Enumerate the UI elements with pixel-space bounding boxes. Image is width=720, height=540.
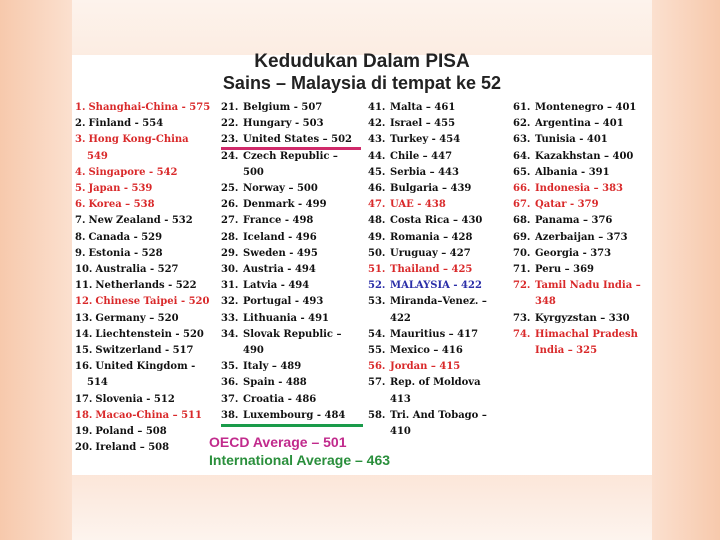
rank-number: 5. xyxy=(75,183,86,195)
country-score: Belgium - 507 xyxy=(243,102,323,113)
rank-number: 67. xyxy=(513,199,531,211)
ranking-row xyxy=(368,327,508,343)
ranking-row xyxy=(75,278,217,294)
rank-number: 1. xyxy=(75,102,86,113)
ranking-row xyxy=(368,246,508,262)
country-score: Finland - 554 xyxy=(88,118,164,130)
country-score: Georgia - 373 xyxy=(535,247,612,259)
ranking-row xyxy=(221,262,361,278)
country-score: Jordan – 415 xyxy=(390,361,461,373)
ranking-row xyxy=(221,278,361,294)
rank-number: 17. xyxy=(75,393,93,405)
country-score-continuation: 422 xyxy=(390,312,411,324)
rank-number: 30. xyxy=(221,264,239,276)
ranking-row xyxy=(221,375,361,391)
country-score: Spain - 488 xyxy=(243,377,307,389)
rank-number: 71. xyxy=(513,264,531,276)
country-score: Kazakhstan – 400 xyxy=(535,150,634,162)
country-score: Turkey - 454 xyxy=(390,134,461,146)
ranking-row xyxy=(368,132,508,148)
rank-number: 43. xyxy=(368,134,386,146)
country-score: Ireland – 508 xyxy=(95,442,170,454)
rank-number: 13. xyxy=(75,312,93,324)
rank-number: 29. xyxy=(221,247,239,259)
rank-number: 14. xyxy=(75,328,93,340)
ranking-row xyxy=(75,311,217,327)
country-score: MALAYSIA - 422 xyxy=(390,280,482,292)
ranking-row xyxy=(75,246,217,262)
country-score: Romania – 428 xyxy=(390,231,473,243)
country-score: Lithuania - 491 xyxy=(243,312,330,324)
ranking-row xyxy=(221,408,361,424)
ranking-row xyxy=(368,294,508,310)
country-score: Shanghai-China - 575 xyxy=(88,102,211,113)
country-score: Himachal Pradesh xyxy=(535,328,638,340)
rank-number: 33. xyxy=(221,312,239,324)
country-score: Denmark - 499 xyxy=(243,199,327,211)
country-score: Australia - 527 xyxy=(95,264,179,276)
rank-number: 54. xyxy=(368,328,386,340)
country-score: Germany – 520 xyxy=(95,312,179,324)
ranking-row xyxy=(75,408,217,424)
ranking-row xyxy=(513,327,648,343)
ranking-row xyxy=(513,262,648,278)
rank-number: 38. xyxy=(221,409,239,421)
ranking-row xyxy=(368,408,508,424)
rank-number: 24. xyxy=(221,150,239,162)
rank-number: 56. xyxy=(368,361,386,373)
ranking-row xyxy=(513,181,648,197)
rank-number: 28. xyxy=(221,231,239,243)
rank-number: 20. xyxy=(75,442,93,454)
country-score: Mauritius – 417 xyxy=(390,328,479,340)
ranking-row xyxy=(75,213,217,229)
country-score: Indonesia – 383 xyxy=(535,183,623,195)
ranking-row xyxy=(75,165,217,181)
country-score: Slovak Republic – xyxy=(243,328,342,340)
ranking-column-4 xyxy=(513,100,648,359)
country-score: Uruguay – 427 xyxy=(390,247,471,259)
ranking-row xyxy=(513,100,648,116)
country-score: Chinese Taipei - 520 xyxy=(95,296,210,308)
rank-number: 73. xyxy=(513,312,531,324)
rank-number: 47. xyxy=(368,199,386,211)
us-highlight-underline xyxy=(221,147,361,150)
rank-number: 22. xyxy=(221,118,239,130)
country-score: Tamil Nadu India – xyxy=(535,280,641,292)
ranking-row xyxy=(221,197,361,213)
rank-number: 62. xyxy=(513,118,531,130)
ranking-row xyxy=(221,149,361,165)
ranking-row xyxy=(221,246,361,262)
ranking-row xyxy=(513,197,648,213)
country-score: Slovenia - 512 xyxy=(95,393,175,405)
slide-subtitle: Sains – Malaysia di tempat ke 52 xyxy=(222,73,502,93)
country-score-continuation: 490 xyxy=(243,345,264,357)
rank-number: 19. xyxy=(75,426,93,438)
rank-number: 15. xyxy=(75,345,93,357)
rank-number: 61. xyxy=(513,102,531,113)
ranking-row xyxy=(513,278,648,294)
country-score: Israel – 455 xyxy=(390,118,456,130)
country-score-continuation: India – 325 xyxy=(535,345,598,357)
country-score: Chile – 447 xyxy=(390,150,453,162)
country-score: Tunisia - 401 xyxy=(535,134,608,146)
ranking-column-3 xyxy=(368,100,508,440)
rank-number: 11. xyxy=(75,280,93,292)
background-right-band xyxy=(652,0,720,540)
rank-number: 3. xyxy=(75,134,86,146)
international-average-label: International Average – 463 xyxy=(209,452,391,468)
country-score: Bulgaria – 439 xyxy=(390,183,472,195)
rank-number: 4. xyxy=(75,166,86,178)
rank-number: 27. xyxy=(221,215,239,227)
ranking-row xyxy=(368,375,508,391)
ranking-row xyxy=(368,262,508,278)
country-score: Mexico – 416 xyxy=(390,345,463,357)
rank-number: 31. xyxy=(221,280,239,292)
country-score: Croatia - 486 xyxy=(243,393,317,405)
country-score-continuation: 514 xyxy=(87,377,108,389)
ranking-row xyxy=(221,213,361,229)
country-score-continuation: 348 xyxy=(535,296,556,308)
ranking-row xyxy=(368,359,508,375)
ranking-row xyxy=(513,230,648,246)
rank-number: 68. xyxy=(513,215,531,227)
ranking-row xyxy=(368,343,508,359)
ranking-row xyxy=(221,311,361,327)
rank-number: 32. xyxy=(221,296,239,308)
country-score: Estonia - 528 xyxy=(88,247,163,259)
rank-number: 18. xyxy=(75,409,93,421)
ranking-row xyxy=(368,181,508,197)
ranking-row xyxy=(75,230,217,246)
slide-panel xyxy=(72,51,652,475)
ranking-row xyxy=(513,311,648,327)
ranking-row xyxy=(368,213,508,229)
ranking-row xyxy=(75,181,217,197)
country-score: Argentina – 401 xyxy=(535,118,624,130)
ranking-row xyxy=(75,424,217,440)
ranking-row xyxy=(221,181,361,197)
country-score: Liechtenstein - 520 xyxy=(95,328,204,340)
ranking-row xyxy=(221,359,361,375)
country-score: Panama – 376 xyxy=(535,215,613,227)
rank-number: 51. xyxy=(368,264,386,276)
ranking-row xyxy=(368,197,508,213)
country-score: Macao-China – 511 xyxy=(95,409,202,421)
country-score: France - 498 xyxy=(243,215,314,227)
rank-number: 12. xyxy=(75,296,93,308)
country-score: Kyrgyzstan – 330 xyxy=(535,312,630,324)
country-score: Portugal - 493 xyxy=(243,296,324,308)
rank-number: 45. xyxy=(368,166,386,178)
ranking-row xyxy=(75,294,217,310)
rank-number: 65. xyxy=(513,166,531,178)
rank-number: 16. xyxy=(75,361,93,373)
country-score: Singapore - 542 xyxy=(88,166,178,178)
rank-number: 7. xyxy=(75,215,86,227)
ranking-row xyxy=(221,294,361,310)
ranking-row xyxy=(513,213,648,229)
rank-number: 44. xyxy=(368,150,386,162)
country-score: Costa Rica – 430 xyxy=(390,215,483,227)
rank-number: 8. xyxy=(75,231,86,243)
rank-number: 72. xyxy=(513,280,531,292)
country-score-continuation: 549 xyxy=(87,150,108,162)
country-score: UAE - 438 xyxy=(390,199,446,211)
country-score: Miranda–Venez. – xyxy=(390,296,487,308)
rank-number: 42. xyxy=(368,118,386,130)
ranking-row xyxy=(75,392,217,408)
country-score: United States – 502 xyxy=(243,134,353,146)
rank-number: 34. xyxy=(221,328,239,340)
ranking-row xyxy=(368,165,508,181)
rank-number: 46. xyxy=(368,183,386,195)
rank-number: 50. xyxy=(368,247,386,259)
country-score: Montenegro – 401 xyxy=(535,102,637,113)
rank-number: 23. xyxy=(221,134,239,146)
country-score: Peru – 369 xyxy=(535,264,594,276)
ranking-row xyxy=(221,392,361,408)
ranking-row xyxy=(368,116,508,132)
country-score: Italy – 489 xyxy=(243,361,302,373)
rank-number: 35. xyxy=(221,361,239,373)
average-separator-line xyxy=(221,424,363,427)
country-score: Korea – 538 xyxy=(88,199,155,211)
country-score: New Zealand - 532 xyxy=(88,215,193,227)
rank-number: 63. xyxy=(513,134,531,146)
ranking-row xyxy=(75,327,217,343)
ranking-row xyxy=(75,197,217,213)
country-score: Austria - 494 xyxy=(243,264,316,276)
rank-number: 26. xyxy=(221,199,239,211)
ranking-row xyxy=(513,116,648,132)
country-score: Netherlands - 522 xyxy=(95,280,197,292)
rank-number: 48. xyxy=(368,215,386,227)
country-score: Japan - 539 xyxy=(88,183,153,195)
rank-number: 21. xyxy=(221,102,239,113)
rank-number: 66. xyxy=(513,183,531,195)
ranking-row xyxy=(368,149,508,165)
rank-number: 53. xyxy=(368,296,386,308)
rank-number: 64. xyxy=(513,150,531,162)
country-score: Latvia - 494 xyxy=(243,280,310,292)
ranking-row xyxy=(75,343,217,359)
rank-number: 6. xyxy=(75,199,86,211)
rank-number: 37. xyxy=(221,393,239,405)
country-score: Norway – 500 xyxy=(243,183,318,195)
ranking-row xyxy=(75,116,217,132)
rank-number: 57. xyxy=(368,377,386,389)
rank-number: 9. xyxy=(75,247,86,259)
country-score: Azerbaijan – 373 xyxy=(535,231,628,243)
country-score: Malta – 461 xyxy=(390,102,456,113)
country-score-continuation: 500 xyxy=(243,166,264,178)
rank-number: 58. xyxy=(368,409,386,421)
ranking-row xyxy=(221,116,361,132)
country-score: Poland – 508 xyxy=(95,426,167,438)
rank-number: 36. xyxy=(221,377,239,389)
background-left-band xyxy=(0,0,72,540)
country-score: Tri. And Tobago – xyxy=(390,409,487,421)
ranking-row xyxy=(75,359,217,375)
rank-number: 69. xyxy=(513,231,531,243)
ranking-row xyxy=(221,100,361,116)
country-score: Luxembourg - 484 xyxy=(243,409,346,421)
ranking-row xyxy=(221,230,361,246)
country-score: Rep. of Moldova xyxy=(390,377,481,389)
rank-number: 70. xyxy=(513,247,531,259)
ranking-row xyxy=(513,149,648,165)
country-score: United Kingdom - xyxy=(95,361,196,373)
rank-number: 52. xyxy=(368,280,386,292)
rank-number: 10. xyxy=(75,264,93,276)
country-score: Switzerland - 517 xyxy=(95,345,194,357)
country-score: Serbia – 443 xyxy=(390,166,459,178)
country-score: Qatar - 379 xyxy=(535,199,599,211)
ranking-column-1 xyxy=(75,100,217,456)
country-score: Hungary - 503 xyxy=(243,118,324,130)
oecd-average-label: OECD Average – 501 xyxy=(209,434,347,450)
rank-number: 55. xyxy=(368,345,386,357)
rank-number: 25. xyxy=(221,183,239,195)
country-score-continuation: 413 xyxy=(390,393,411,405)
country-score: Hong Kong-China xyxy=(88,134,189,146)
ranking-row xyxy=(513,165,648,181)
ranking-row xyxy=(368,230,508,246)
country-score: Iceland - 496 xyxy=(243,231,317,243)
rank-number: 49. xyxy=(368,231,386,243)
rank-number: 41. xyxy=(368,102,386,113)
ranking-row xyxy=(368,100,508,116)
slide-title: Kedudukan Dalam PISA xyxy=(254,51,470,72)
country-score: Albania - 391 xyxy=(535,166,610,178)
ranking-row xyxy=(75,100,217,116)
country-score: Thailand – 425 xyxy=(390,264,473,276)
country-score: Sweden - 495 xyxy=(243,247,318,259)
rank-number: 74. xyxy=(513,328,531,340)
ranking-row xyxy=(75,262,217,278)
ranking-row xyxy=(513,132,648,148)
country-score: Czech Republic – xyxy=(243,150,338,162)
ranking-row xyxy=(513,246,648,262)
country-score: Canada - 529 xyxy=(88,231,163,243)
ranking-row xyxy=(221,327,361,343)
ranking-row xyxy=(75,440,217,456)
ranking-row xyxy=(75,132,217,148)
rank-number: 2. xyxy=(75,118,86,130)
country-score-continuation: 410 xyxy=(390,426,411,438)
ranking-row xyxy=(368,278,508,294)
